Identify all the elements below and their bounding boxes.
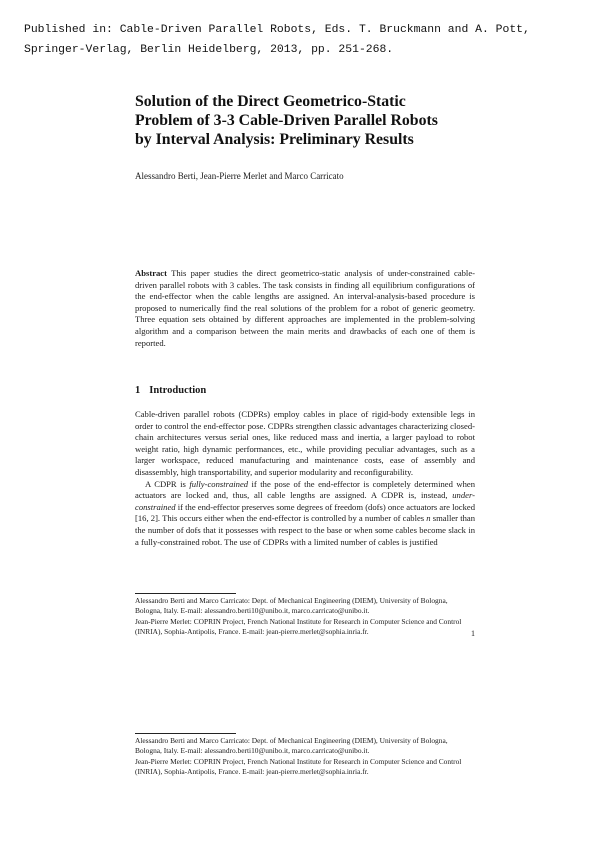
p2-text-c: if the end-effector preserves some degrees of freedom (dofs) once actuators are locked [16, 2]. This occurs either when the end-effector is controlled by a number of cables [135, 501, 475, 524]
footnote-1: Alessandro Berti and Marco Carricato: Dept. of Mechanical Engineering (DIEM), University of Bologna, Bologna, Italy. E-mail: alessandro.berti10@unibo.it, marco.carricato@unibo.it. [135, 596, 448, 616]
section-title: Introduction [149, 385, 207, 396]
paper-title [135, 92, 475, 149]
footnote-2: Jean-Pierre Merlet: COPRIN Project, French National Institute for Research in Computer Science and Control (INRIA), Sophia-Antipolis, France. E-mail: jean-pierre.merlet@sophia.inria.fr. [135, 616, 462, 637]
paragraph-1: Cable-driven parallel robots (CDPRs) employ cables in place of rigid-body extensible legs in order to control the end-effector pose. CDPRs strengthen classic advantages characterizing closed-chain architectures versus serial ones, like reduced mass and inertia, a larger payload to robot weight ratio, high dynamic performances, etc., while providing peculiar advantages, such as a larger workspace, reduced manufacturing and maintenance costs, ease of assembly and disassembly, high transportability, and superior modularity and reconfigurability. [135, 409, 475, 477]
term-under-constrained: under-constrained [135, 490, 475, 512]
page-number: 1 [471, 629, 475, 638]
bottom-footnotes [135, 736, 475, 778]
paragraph-2 [135, 479, 475, 549]
section-number: 1 [135, 385, 141, 396]
footnote-rule [135, 593, 236, 594]
footnotes [135, 596, 475, 638]
title-line-3: by Interval Analysis: Preliminary Results [135, 131, 414, 148]
abstract [135, 268, 475, 349]
bottom-footnote-1: Alessandro Berti and Marco Carricato: Dept. of Mechanical Engineering (DIEM), University of Bologna, Bologna, Italy. E-mail: alessandro.berti10@unibo.it, marco.carricato@unibo.it. [135, 736, 448, 756]
bottom-footnote-2: Jean-Pierre Merlet: COPRIN Project, French National Institute for Research in Computer Science and Control (INRIA), Sophia-Antipolis, France. E-mail: jean-pierre.merlet@sophia.inria.fr. [135, 756, 462, 777]
title-line-1: Solution of the Direct Geometrico-Static [135, 93, 406, 110]
p2-text-d: smaller than the number of dofs that it possesses with respect to the base or when some cables become slack in a fully-constrained robot. The use of CDPRs with a limited number of cables is justified [135, 513, 475, 547]
variable-n: n [426, 513, 431, 524]
title-line-2: Problem of 3-3 Cable-Driven Parallel Robots [135, 112, 438, 129]
header-line-2: Springer-Verlag, Berlin Heidelberg, 2013, pp. 251-268. [24, 44, 394, 56]
bottom-footnote-rule [135, 733, 236, 734]
body-text [135, 409, 475, 548]
abstract-text: This paper studies the direct geometrico-static analysis of under-constrained cable-driven parallel robots with 3 cables. The task consists in finding all equilibrium configurations of the end-effector when the cable lengths are assigned. An interval-analysis-based procedure is proposed to numerically find the real solutions of the problem for a robot of generic geometry. Three equation sets obtained by different approaches are implemented in the problem-solving algorithm and a comparison between the main merits and drawbacks of each one of them is reported. [135, 268, 475, 348]
p2-text-a: A CDPR is [145, 478, 190, 489]
publication-header [24, 20, 584, 60]
abstract-label: Abstract [135, 268, 167, 278]
author-list: Alessandro Berti, Jean-Pierre Merlet and Marco Carricato [135, 171, 344, 181]
p2-text-b: if the pose of the end-effector is completely determined when actuators are locked and, thus, all cable lengths are assigned. A CDPR is, instead, [135, 478, 475, 501]
term-fully-constrained: fully-constrained [189, 478, 249, 489]
section-heading [135, 384, 475, 398]
header-line-1: Published in: Cable-Driven Parallel Robots, Eds. T. Bruckmann and A. Pott, [24, 24, 530, 36]
